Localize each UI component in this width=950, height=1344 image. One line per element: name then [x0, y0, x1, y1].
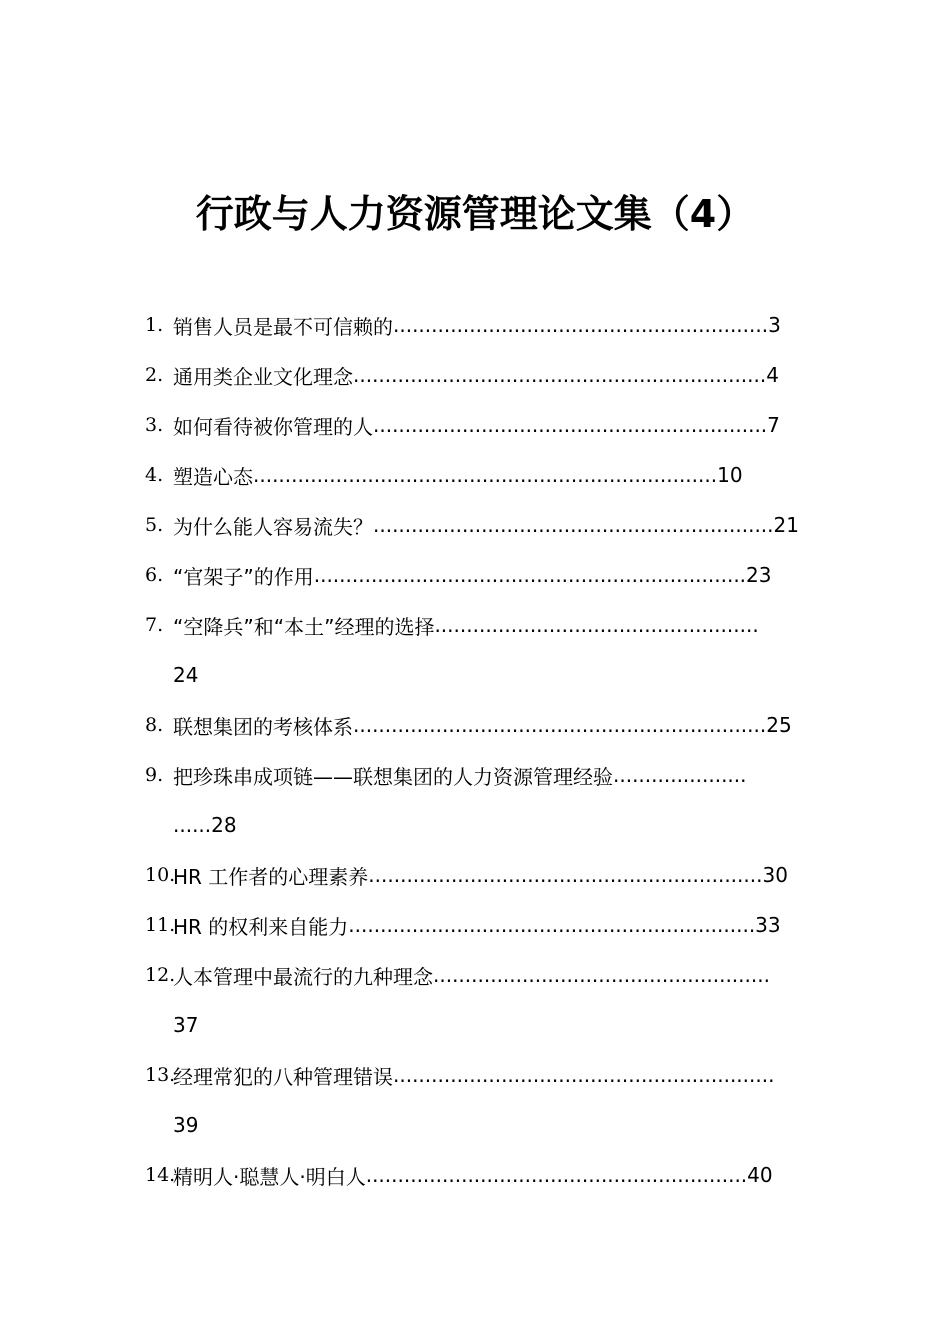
toc-entry-number: 3. — [145, 414, 164, 436]
toc-entry-leader-dots: ..................... — [613, 763, 747, 787]
toc-entry-line — [145, 900, 805, 950]
toc-entry[interactable] — [145, 850, 805, 900]
toc-entry-line — [145, 1050, 805, 1100]
toc-entry-page-number: 10 — [717, 463, 743, 487]
toc-entry-title: 经理常犯的八种管理错误 — [173, 1064, 393, 1089]
toc-entry[interactable] — [145, 500, 805, 550]
toc-entry-page-number: 23 — [746, 563, 772, 587]
toc-entry-title: 精明人·聪慧人·明白人 — [173, 1164, 366, 1189]
toc-entry-line — [145, 550, 805, 600]
toc-entry[interactable] — [145, 350, 805, 400]
toc-entry[interactable] — [145, 1050, 805, 1150]
toc-entry-page-number: 30 — [762, 863, 788, 887]
toc-entry-title: HR 工作者的心理素养 — [173, 864, 369, 889]
toc-entry-page-number: 40 — [747, 1163, 773, 1187]
toc-entry-line — [145, 1150, 805, 1200]
toc-entry-number: 5. — [145, 514, 164, 536]
toc-entry-title: 联想集团的考核体系 — [173, 714, 353, 739]
toc-entry-page-number: 21 — [773, 513, 799, 537]
toc-entry-title: 通用类企业文化理念 — [173, 364, 353, 389]
toc-entry-number: 6. — [145, 564, 164, 586]
toc-entry-leader-dots: ................................................................ — [348, 913, 756, 937]
table-of-contents — [145, 300, 815, 1200]
toc-entry-leader-dots: .............................................................. — [373, 413, 768, 437]
toc-entry-leader-dots: ................................................................. — [353, 713, 767, 737]
toc-entry-number: 4. — [145, 464, 164, 486]
toc-entry-line — [145, 500, 805, 550]
toc-entry-leader-dots: ............................................................ — [393, 1063, 775, 1087]
toc-entry[interactable] — [145, 450, 805, 500]
toc-entry-number: 12. — [145, 964, 176, 986]
toc-entry-number: 14. — [145, 1164, 176, 1186]
toc-entry-line — [145, 450, 805, 500]
toc-entry[interactable] — [145, 950, 805, 1050]
toc-entry-page-number: 7 — [767, 413, 780, 437]
toc-entry-title: HR 的权利来自能力 — [173, 914, 349, 939]
toc-entry-number: 11. — [145, 914, 176, 936]
toc-entry-leader-dots: ........................................................... — [393, 313, 769, 337]
toc-entry-page-number-continued: 24 — [173, 663, 199, 687]
toc-entry-line — [145, 300, 805, 350]
toc-entry-leader-dots: ............................................................ — [365, 1163, 748, 1187]
toc-entry-page-number-continued: 37 — [173, 1013, 199, 1037]
toc-entry-leader-dots: .................................................................... — [313, 563, 747, 587]
toc-entry[interactable] — [145, 300, 805, 350]
toc-entry-leader-dots: ................................................................. — [353, 363, 767, 387]
toc-entry-number: 13. — [145, 1064, 176, 1086]
toc-entry-page-number: 3 — [768, 313, 781, 337]
toc-entry-line — [145, 400, 805, 450]
toc-entry-line — [145, 850, 805, 900]
toc-entry-title: 销售人员是最不可信赖的 — [173, 314, 393, 339]
toc-entry-line — [145, 950, 805, 1000]
toc-entry-title: 为什么能人容易流失？ — [173, 514, 373, 539]
toc-entry-leader-dots: ......................................................................... — [253, 463, 718, 487]
toc-entry-number: 9. — [145, 764, 164, 786]
toc-entry-leader-dots: .............................................................. — [368, 863, 763, 887]
toc-entry[interactable] — [145, 400, 805, 450]
toc-entry[interactable] — [145, 600, 805, 700]
toc-entry-line — [145, 600, 805, 650]
toc-entry-title: 人本管理中最流行的九种理念 — [173, 964, 433, 989]
toc-entry-leader-dots: ..................................................... — [433, 963, 770, 987]
toc-entry-title: 塑造心态 — [173, 464, 253, 489]
document-title: 行政与人力资源管理论文集（4） — [195, 192, 755, 236]
toc-entry-line — [145, 750, 805, 800]
toc-entry[interactable] — [145, 700, 805, 750]
toc-entry-page-number-continued: 39 — [173, 1113, 199, 1137]
toc-entry-number: 10. — [145, 864, 176, 886]
toc-entry-title: “官架子”的作用 — [173, 564, 314, 589]
toc-entry-number: 7. — [145, 614, 164, 636]
toc-entry-title: “空降兵”和“本土”经理的选择 — [173, 614, 435, 639]
toc-entry-leader-dots: ................................................... — [434, 613, 759, 637]
toc-entry-leader-dots: ............................................................... — [373, 513, 774, 537]
toc-entry[interactable] — [145, 550, 805, 600]
toc-entry[interactable] — [145, 900, 805, 950]
toc-entry-title: 如何看待被你管理的人 — [173, 414, 373, 439]
toc-entry-page-number: 4 — [766, 363, 779, 387]
toc-entry-line — [145, 700, 805, 750]
toc-entry-number: 2. — [145, 364, 164, 386]
toc-entry-page-number: 33 — [755, 913, 781, 937]
toc-entry-number: 8. — [145, 714, 164, 736]
toc-entry-title: 把珍珠串成项链——联想集团的人力资源管理经验 — [173, 764, 613, 789]
toc-entry-number: 1. — [145, 314, 164, 336]
toc-entry-page-number-continued: ......28 — [173, 813, 237, 837]
toc-entry-page-number: 25 — [766, 713, 792, 737]
toc-entry[interactable] — [145, 750, 805, 850]
toc-entry-line — [145, 350, 805, 400]
toc-entry[interactable] — [145, 1150, 805, 1200]
